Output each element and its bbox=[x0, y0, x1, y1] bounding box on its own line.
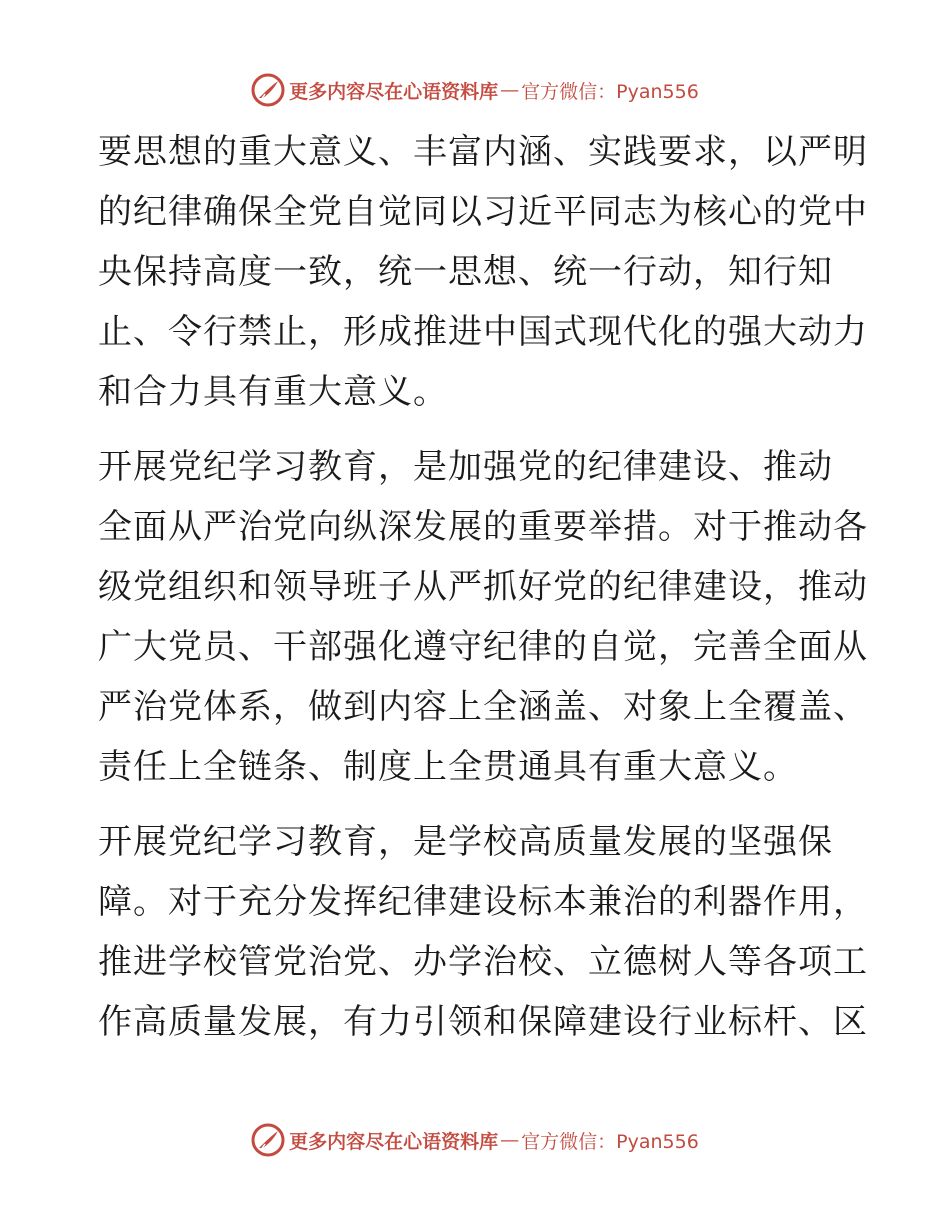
watermark-wechat-text: 官方微信：Pyan556 bbox=[521, 80, 699, 103]
paragraph bbox=[98, 122, 868, 422]
text-line: 的纪律确保全党自觉同以习近平同志为核心的党中 bbox=[98, 192, 868, 232]
watermark-dash: — bbox=[500, 1129, 520, 1151]
watermark-dash: — bbox=[500, 79, 520, 101]
footer-watermark bbox=[0, 1120, 950, 1160]
text-line: 止、令行禁止，形成推进中国式现代化的强大动力 bbox=[98, 312, 868, 352]
text-line: 作高质量发展，有力引领和保障建设行业标杆、区 bbox=[98, 1002, 868, 1042]
text-line: 严治党体系，做到内容上全涵盖、对象上全覆盖、 bbox=[98, 687, 868, 727]
paragraph bbox=[98, 812, 868, 1052]
text-line: 央保持高度一致，统一思想、统一行动，知行知 bbox=[98, 252, 833, 292]
text-line: 广大党员、干部强化遵守纪律的自觉，完善全面从 bbox=[98, 627, 868, 667]
watermark-main-text: 更多内容尽在心语资料库 bbox=[289, 80, 499, 103]
quill-logo-icon bbox=[251, 73, 285, 107]
watermark-wechat-text: 官方微信：Pyan556 bbox=[521, 1130, 699, 1153]
text-line: 级党组织和领导班子从严抓好党的纪律建设，推动 bbox=[98, 567, 868, 607]
watermark-main-text: 更多内容尽在心语资料库 bbox=[289, 1130, 499, 1153]
quill-logo-icon bbox=[251, 1123, 285, 1157]
text-line: 推进学校管党治党、办学治校、立德树人等各项工 bbox=[98, 942, 868, 982]
text-line: 要思想的重大意义、丰富内涵、实践要求，以严明 bbox=[98, 132, 868, 172]
header-watermark bbox=[0, 70, 950, 110]
document-body bbox=[98, 122, 868, 1052]
text-line: 开展党纪学习教育，是学校高质量发展的坚强保 bbox=[98, 822, 833, 862]
text-line: 责任上全链条、制度上全贯通具有重大意义。 bbox=[98, 747, 798, 787]
paragraph bbox=[98, 437, 868, 797]
text-line: 和合力具有重大意义。 bbox=[98, 372, 448, 412]
text-line: 开展党纪学习教育，是加强党的纪律建设、推动 bbox=[98, 447, 833, 487]
text-line: 全面从严治党向纵深发展的重要举措。对于推动各 bbox=[98, 507, 868, 547]
text-line: 障。对于充分发挥纪律建设标本兼治的利器作用， bbox=[98, 882, 868, 922]
